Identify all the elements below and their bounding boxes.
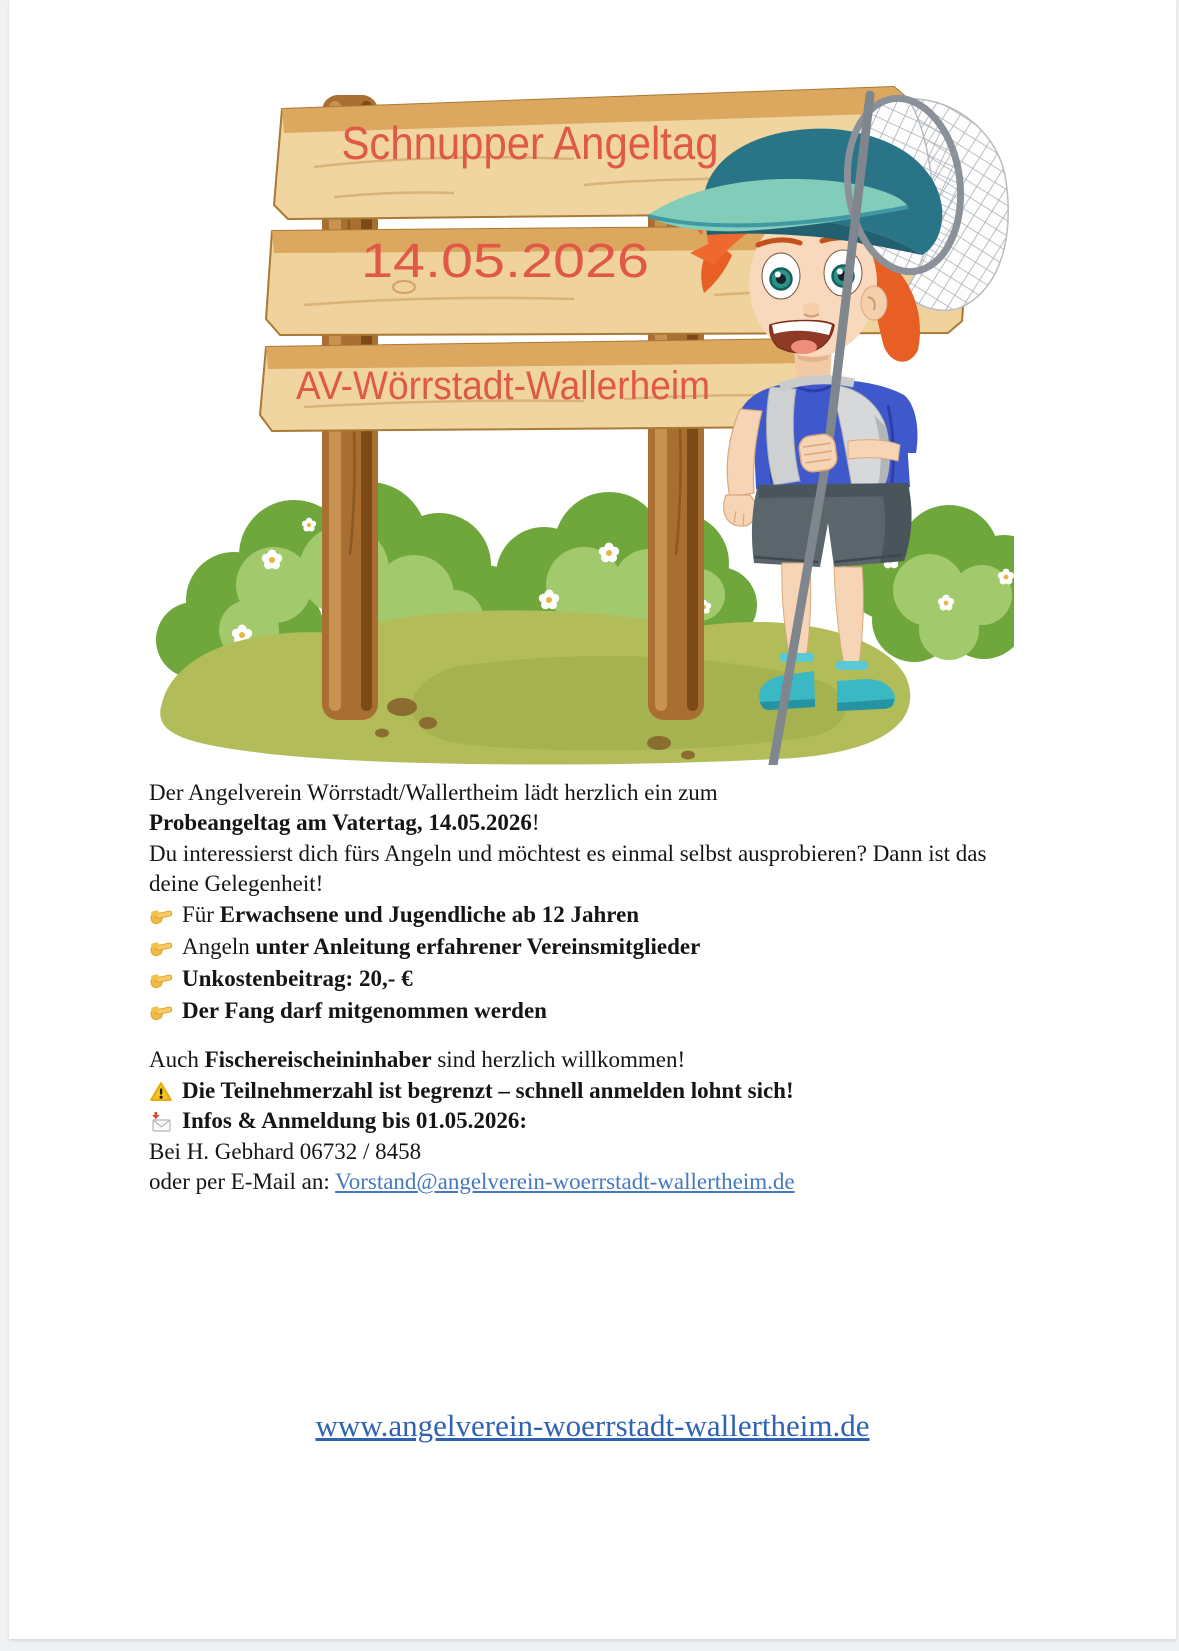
welcome-line: Auch Fischereischeininhaber sind herzlich willkommen! xyxy=(149,1047,686,1073)
pointing-finger-icon xyxy=(149,969,173,989)
footer xyxy=(9,1408,1176,1444)
phone-line: Bei H. Gebhard 06732 / 8458 xyxy=(149,1138,422,1164)
info-heading: Infos & Anmeldung bis 01.05.2026: xyxy=(149,1106,1064,1136)
sign-line-3: AV-Wörrstadt-Wallerheim xyxy=(296,364,710,408)
warning-triangle-icon xyxy=(149,1081,173,1102)
flyer-page xyxy=(9,0,1176,1639)
intro-paragraph: Der Angelverein Wörrstadt/Wallertheim lädt herzlich ein zum xyxy=(149,780,718,805)
footer-link[interactable]: www.angelverein-woerrstadt-wallertheim.de xyxy=(315,1408,870,1443)
sign-line-1: Schnupper Angeltag xyxy=(341,117,719,169)
bullet-item: Für Erwachsene und Jugendliche ab 12 Jahren xyxy=(149,899,1064,931)
bullet-item: Der Fang darf mitgenommen werden xyxy=(149,995,1064,1027)
bullet-item: Unkostenbeitrag: 20,- € xyxy=(149,963,1064,995)
pitch-paragraph: Du interessierst dich fürs Angeln und möchtest es einmal selbst ausprobieren? Dann ist das deine Gelegenheit! xyxy=(149,840,987,897)
email-line: oder per E-Mail an: Vorstand@angelverein-woerrstadt-wallertheim.de xyxy=(149,1168,795,1194)
illustration-canvas xyxy=(154,55,1014,765)
sign-plank-bottom xyxy=(260,339,818,431)
sign-line-2: 14.05.2026 xyxy=(361,235,649,288)
pointing-finger-icon xyxy=(149,1001,173,1021)
flyer-text xyxy=(149,778,1064,1197)
pointing-finger-icon xyxy=(149,937,173,957)
boy-fist xyxy=(798,433,839,474)
email-link[interactable]: Vorstand@angelverein-woerrstadt-wallertheim.de xyxy=(335,1168,795,1194)
headline-suffix: ! xyxy=(531,810,540,836)
warning-line: Die Teilnehmerzahl ist begrenzt – schnell anmelden lohnt sich! xyxy=(149,1076,1064,1106)
bullet-item: Angeln unter Anleitung erfahrener Vereinsmitglieder xyxy=(149,931,1064,963)
headline: Probeangeltag am Vatertag, 14.05.2026! xyxy=(149,810,540,836)
flyer-illustration xyxy=(154,55,1014,765)
envelope-arrow-icon xyxy=(149,1111,173,1132)
bullet-list xyxy=(149,899,1064,1027)
pointing-finger-icon xyxy=(149,905,173,925)
